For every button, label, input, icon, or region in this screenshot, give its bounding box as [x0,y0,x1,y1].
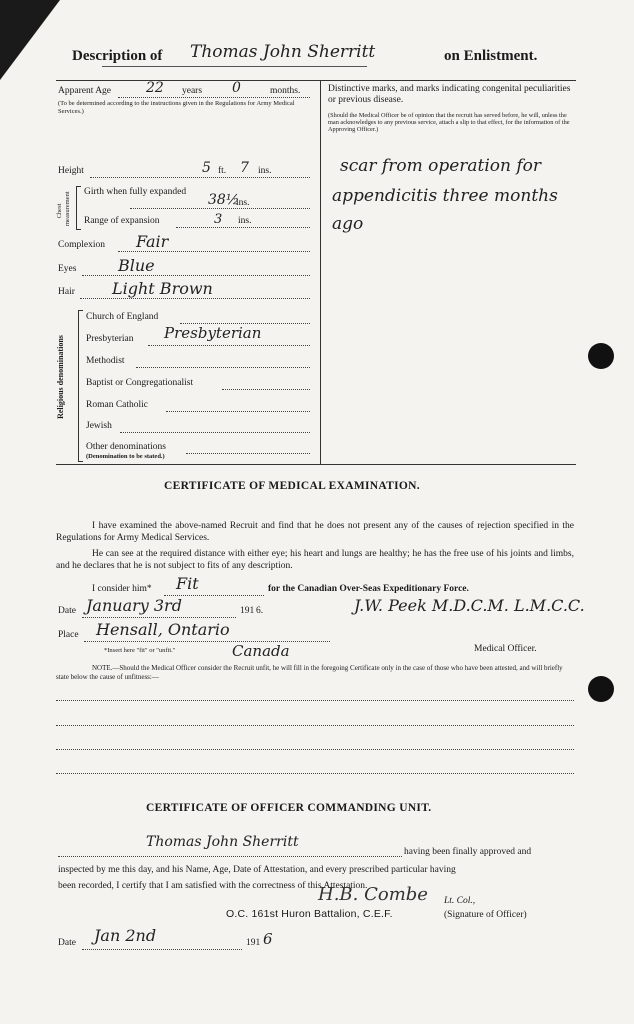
unfitness-line-1 [56,700,574,701]
range-value: 3 [214,212,223,227]
denomination-jewish: Jewish [86,421,112,431]
title-suffix: on Enlistment. [444,48,538,64]
commanding-text-2: inspected by me this day, and his Name, Age, Date of Attestation, and every prescribed particular having [58,865,456,875]
denomination-value: Presbyterian [164,324,262,342]
commanding-certificate-heading: CERTIFICATE OF OFFICER COMMANDING UNIT. [146,802,432,814]
place-label: Place [58,630,79,640]
consider-label: I consider him* [92,584,152,594]
unfitness-line-2 [56,725,574,726]
commanding-date-value: Jan 2nd [94,926,157,945]
range-ins-label: ins. [238,216,252,226]
denomination-note: (Denomination to be stated.) [86,453,165,460]
hair-label: Hair [58,287,75,297]
age-years-value: 22 [146,80,164,96]
document-title [72,44,562,72]
unfitness-line-3 [56,749,574,750]
height-in-value: 7 [240,160,249,176]
distinctive-marks-heading: Distinctive marks, and marks indicating congenital peculiarities or previous disease. [328,84,571,105]
medical-officer-signature: J.W. Peek M.D.C.M. L.M.C.C. [354,596,585,615]
commanding-recruit-name: Thomas John Sherritt [146,834,299,850]
range-label: Range of expansion [84,216,160,226]
medical-certificate-heading: CERTIFICATE OF MEDICAL EXAMINATION. [164,480,420,492]
denomination-methodist: Methodist [86,356,125,366]
place-value: Hensall, Ontario [96,620,230,639]
column-divider [320,80,321,464]
ins-label: ins. [258,166,272,176]
corner-shadow [0,0,60,80]
chest-label: Chest measurement [56,191,71,226]
medical-date-value: January 3rd [86,596,182,615]
marks-line-3: ago [332,214,364,234]
girth-label: Girth when fully expanded [84,187,187,197]
medical-date-label: Date [58,606,76,616]
age-months-value: 0 [232,80,241,96]
denomination-other: Other denominations [86,442,166,452]
commanding-officer-signature: H.B. Combe [318,884,428,905]
medical-year-prefix: 191 [240,606,255,616]
height-label: Height [58,166,84,176]
commanding-rank: Lt. Col., [444,896,476,906]
insert-note: *Insert here "fit" or "unfit." [104,647,176,654]
frame-top [56,80,576,81]
medical-year-suffix: 6. [256,606,264,616]
marks-line-1: scar from operation for [340,156,542,176]
recruit-name: Thomas John Sherritt [190,42,376,62]
punch-hole-bottom [588,676,614,702]
place-value-country: Canada [232,642,290,660]
unfit-note: NOTE.—Should the Medical Officer consider the Recruit unfit, he will fill in the foregoing Certificate only in the case of those who have been attested, and will briefly state below the cause of unfitness:— [56,664,563,681]
hair-value: Light Brown [112,279,213,298]
denomination-roman-catholic: Roman Catholic [86,400,149,410]
frame-bottom [56,464,576,465]
marks-line-2: appendicitis three months [332,186,558,206]
eyes-value: Blue [118,256,155,275]
religious-label: Religious denominations [56,335,65,419]
commanding-date-label: Date [58,938,76,948]
commanding-text-1: having been finally approved and [404,847,532,857]
fit-value: Fit [176,574,199,593]
denomination-baptist: Baptist or Congregationalist [86,378,194,388]
denomination-presbyterian: Presbyterian [86,334,134,344]
commanding-stamp: O.C. 161st Huron Battalion, C.E.F. [226,908,393,920]
age-note: (To be determined according to the instructions given in the Regulations for Army Medical Services.) [58,100,295,115]
signature-of-officer-label: (Signature of Officer) [444,910,527,920]
title-prefix: Description of [72,48,163,64]
medical-officer-label: Medical Officer. [474,644,537,654]
complexion-label: Complexion [58,240,105,250]
commanding-text-3: been recorded, I certify that I am satisfied with the correctness of this Attestation. [58,881,368,891]
height-ft-value: 5 [202,160,211,176]
girth-ins-label: ins. [236,198,250,208]
medical-paragraph-1: I have examined the above-named Recruit and find that he does not present any of the causes of rejection specified in the Regulations for Army Medical Services. [56,521,574,543]
complexion-value: Fair [136,232,169,251]
force-label: for the Canadian Over-Seas Expeditionary Force. [268,584,469,594]
commanding-year-prefix: 191 [246,938,261,948]
unfitness-line-4 [56,773,574,774]
medical-paragraph-2: He can see at the required distance with either eye; his heart and lungs are healthy; he has the free use of his joints and limbs, and he declares that he is not subject to fits of any description. [56,549,574,571]
eyes-label: Eyes [58,264,77,274]
ft-label: ft. [218,166,227,176]
punch-hole-top [588,343,614,369]
distinctive-marks-note: (Should the Medical Officer be of opinion that the recruit has served before, he will, unless the man acknowledges to any previous service, attach a slip to that effect, for the information of the Approving Officer.) [328,112,570,133]
girth-value: 38½ [208,192,240,208]
apparent-age-label: Apparent Age [58,86,112,96]
denomination-church-of-england: Church of England [86,312,159,322]
years-label: years [182,86,203,96]
commanding-year-suffix: 6 [263,930,273,948]
months-label: months. [270,86,301,96]
